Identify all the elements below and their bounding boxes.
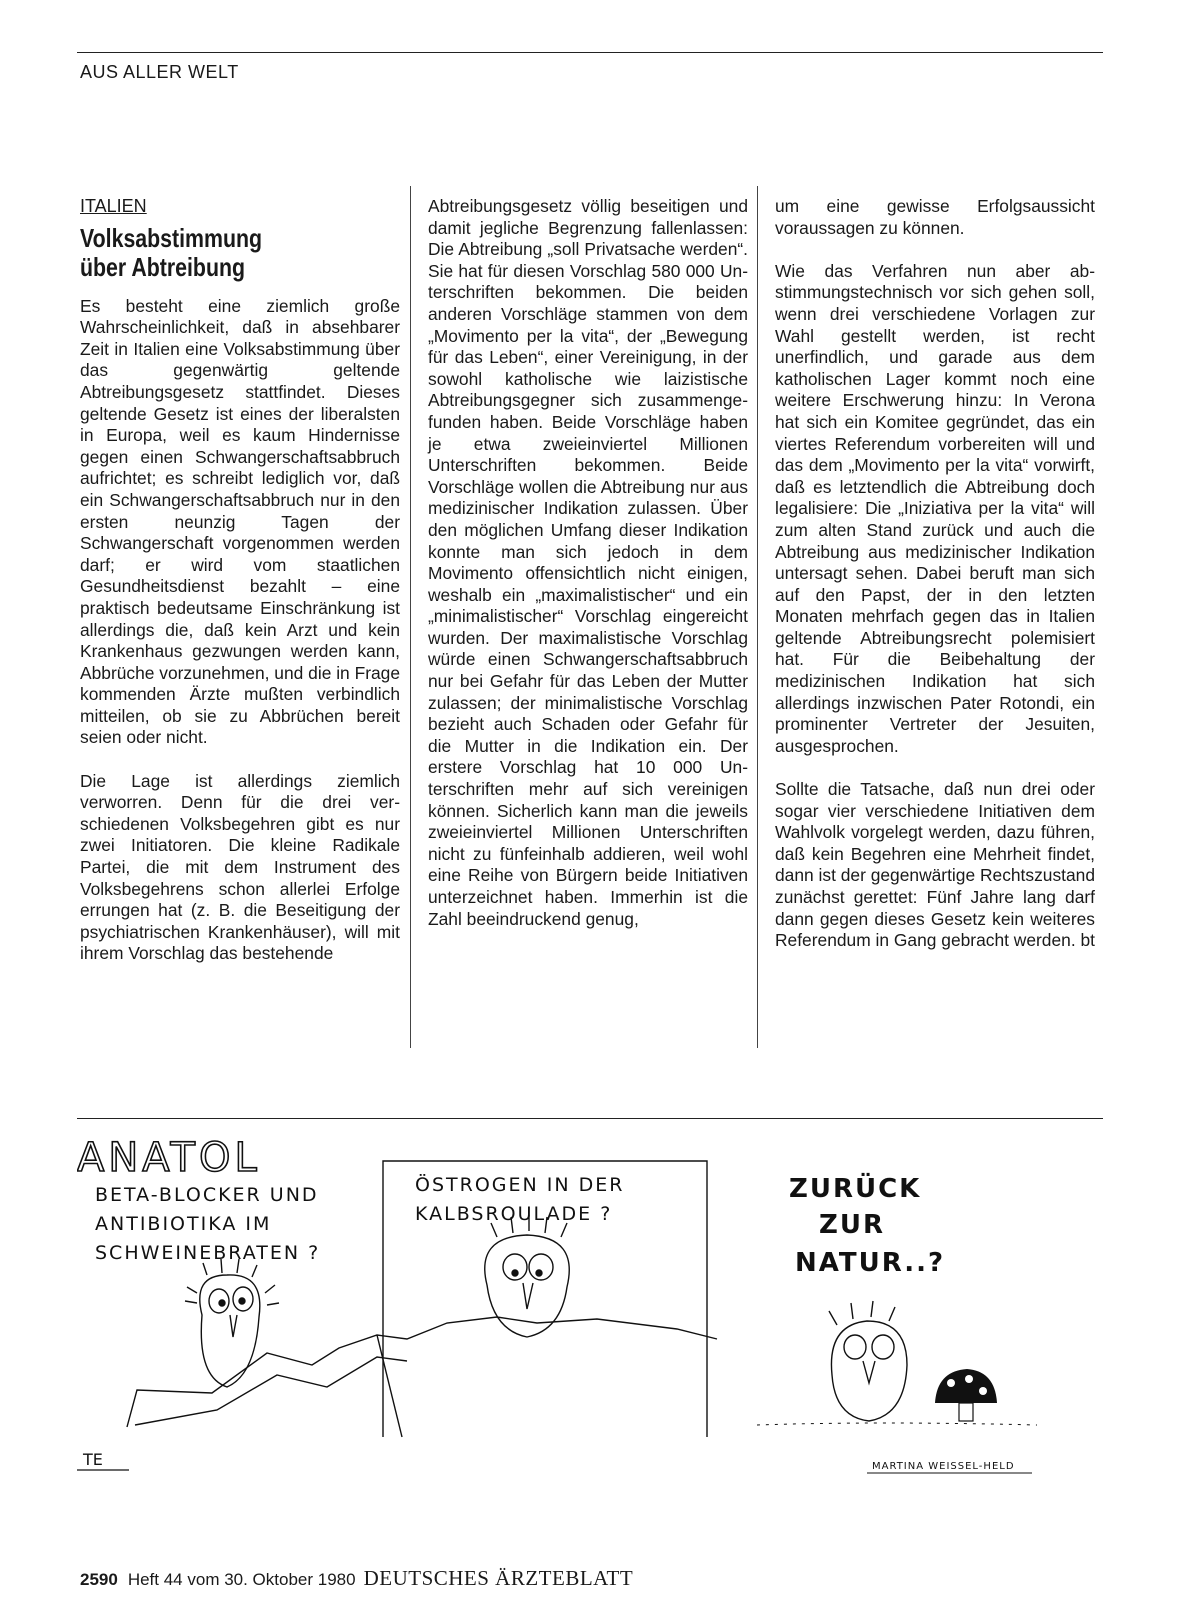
bubble-3-line-1: ZURÜCK <box>789 1174 922 1204</box>
cartoon-initials: TE <box>83 1450 103 1469</box>
issue-info: Heft 44 vom 30. Oktober 1980 <box>127 1570 356 1589</box>
paragraph <box>775 779 1095 952</box>
column-divider <box>757 186 758 1048</box>
headline <box>80 224 400 282</box>
bubble-3-line-3: NATUR..? <box>795 1248 946 1278</box>
article-column-3 <box>775 196 1095 973</box>
section-label: AUS ALLER WELT <box>80 62 239 82</box>
journal-name: DEUTSCHES ÄRZTEBLATT <box>363 1566 634 1590</box>
owl-3-drawing <box>829 1301 907 1421</box>
bubble-2-line-2: KALBSROULADE ? <box>415 1203 613 1225</box>
mushroom-drawing <box>935 1369 997 1421</box>
headline-line-1: Volksabstimmung <box>80 222 263 253</box>
paragraph: Es besteht eine ziemlich große Wahrscheinlichkeit, daß in absehbarer Zeit in Italien eine Volksabstimmung über das gegenwärtig geltende Abtreibungsgesetz stattfindet. Dieses geltende Gesetz ist eines der liberalsten in Europa, weil es kaum Hindernisse gegen einen Schwangerschaftsabbruch aufrichtet; es schreibt lediglich vor, daß ein Schwangerschaftsabbruch nur in den ersten neunzig Tagen der Schwangerschaft vorgenommen werden darf; er wird vom staatlichen Gesundheitsdienst bezahlt – eine praktisch bedeutsame Einschränkung ist allerdings die, daß kein Arzt und kein Krankenhaus gezwungen werden kann, Abbrüche vorzunehmen, und die in Frage kommenden Ärzte mußten verbindlich mitteilen, ob sie zu Abbrüchen bereit seien oder nicht. <box>80 295 400 748</box>
article-column-2 <box>428 196 748 952</box>
bubble-1-line-3: SCHWEINEBRATEN ? <box>95 1242 321 1264</box>
bubble-2-line-1: ÖSTROGEN IN DER <box>415 1174 625 1196</box>
column-divider <box>410 186 411 1048</box>
grass-line <box>757 1423 1037 1425</box>
paragraph: Wie das Verfahren nun aber abstimmungstechnisch vor sich gehen soll, wenn drei verschiedene Vorlagen zur Wahl gestellt werden, ist recht unerfindlich, und garade aus dem katholischen Lager kommt noch eine weitere Erschwerung hinzu: In Verona hat sich ein Komitee gegründet, das ein viertes Referendum vorbereiten will und das dem „Movimento per la vita“ vorwirft, daß es letztendlich die Abtreibung doch legalisiere: Die „Iniziativa per la vita“ will zum alten Stand zurück und auch die Abtreibung aus medizinischer Indikation untersagt sehen. Dabei beruft man sich auf den Papst, der in den letzten Monaten mehrfach gegen das in Italien geltende Abtreibungsrecht polemisiert hat. Für die Beibehaltung der medizinischen Indikation hat sich allerdings inzwischen Pater Rotondi, ein prominenter Vertreter der Jesuiten, ausgesprochen. <box>775 260 1095 756</box>
artist-signature: MARTINA WEISSEL-HELD <box>872 1461 1015 1472</box>
cartoon-title: ANATOL <box>77 1135 261 1181</box>
paragraph: Die Lage ist allerdings ziemlich verworren. Denn für die drei verschiedenen Volksbegehren gibt es nur zwei Initiatoren. Die kleine Radikale Partei, die mit dem Instrument des Volksbegehrens schon allerlei Erfolge errungen hat (z. B. die Beseitigung der psychiatrischen Krankenhäuser), will mit ihrem Vorschlag das bestehende <box>80 770 400 964</box>
paragraph-text: Sollte die Tatsache, daß nun drei oder sogar vier verschiedene Initiativen dem Wahlvolk vorgelegt werden, dazu führen, daß kein Begehren eine Mehrheit findet, dann ist der gegenwärtige Rechtszustand zunächst gerettet: Fünf Jahre lang darf dann gegen dieses Gesetz kein weiteres Referendum in Gang gebracht werden. <box>775 779 1095 951</box>
bubble-1-line-2: ANTIBIOTIKA IM <box>95 1213 272 1235</box>
bubble-3-line-2: ZUR <box>819 1210 885 1240</box>
page-footer <box>80 1566 633 1591</box>
cartoon-strip <box>77 1125 1107 1485</box>
author-signature: bt <box>1080 930 1095 951</box>
headline-line-2: über Abtreibung <box>80 251 246 282</box>
branch-line <box>377 1335 402 1437</box>
kicker: ITALIEN <box>80 196 147 216</box>
page-number: 2590 <box>80 1570 118 1589</box>
article-column-1 <box>80 196 400 987</box>
paragraph: um eine gewisse Erfolgsaussicht voraussagen zu können. <box>775 196 1095 238</box>
paragraph: Abtreibungsgesetz völlig beseitigen und damit jegliche Begrenzung fallenlassen: Die Abtreibung „soll Privatsache werden“. Sie hat für diesen Vorschlag 580 000 Unterschriften bekommen. Die beiden anderen Vorschläge stammen von dem „Movimento per la vita“, der „Bewegung für das Leben“, einer Vereinigung, in der sowohl katholische wie laizistische Abtreibungsgegner sich zusammengefunden haben. Beide Vorschläge haben je etwa zweieinviertel Millionen Unterschriften bekommen. Beide Vorschläge wollen die Abtreibung nur aus medizinischer Indikation zulassen. Über den möglichen Umfang dieser Indikation konnte man sich jedoch in dem Movimento offensichtlich nicht einigen, weshalb ein „maximalistischer“ und ein „minimalistischer“ Vorschlag eingereicht wurden. Der maximalistische Vorschlag würde einen Schwangerschaftsabbruch nur bei Gefahr für das Leben der Mutter zulassen; der minimalistische Vorschlag bezieht auch Schaden oder Gefahr für die Mutter in die Indikation ein. Der erstere Vorschlag hat 10 000 Unterschriften mehr auf sich vereinigen können. Sicherlich kann man die jeweils zweieinviertel Millionen Unterschriften nicht zu fünfeinhalb addieren, weil wohl eine Reihe von Bürgern beide Initiativen unterzeichnet haben. Immerhin ist die Zahl beeindruckend genug, <box>428 196 748 929</box>
bubble-1-line-1: BETA-BLOCKER UND <box>95 1184 319 1206</box>
owl-2-drawing <box>485 1215 570 1337</box>
top-rule <box>77 52 1103 53</box>
owl-1-drawing <box>185 1259 279 1387</box>
cartoon-rule <box>77 1118 1103 1119</box>
